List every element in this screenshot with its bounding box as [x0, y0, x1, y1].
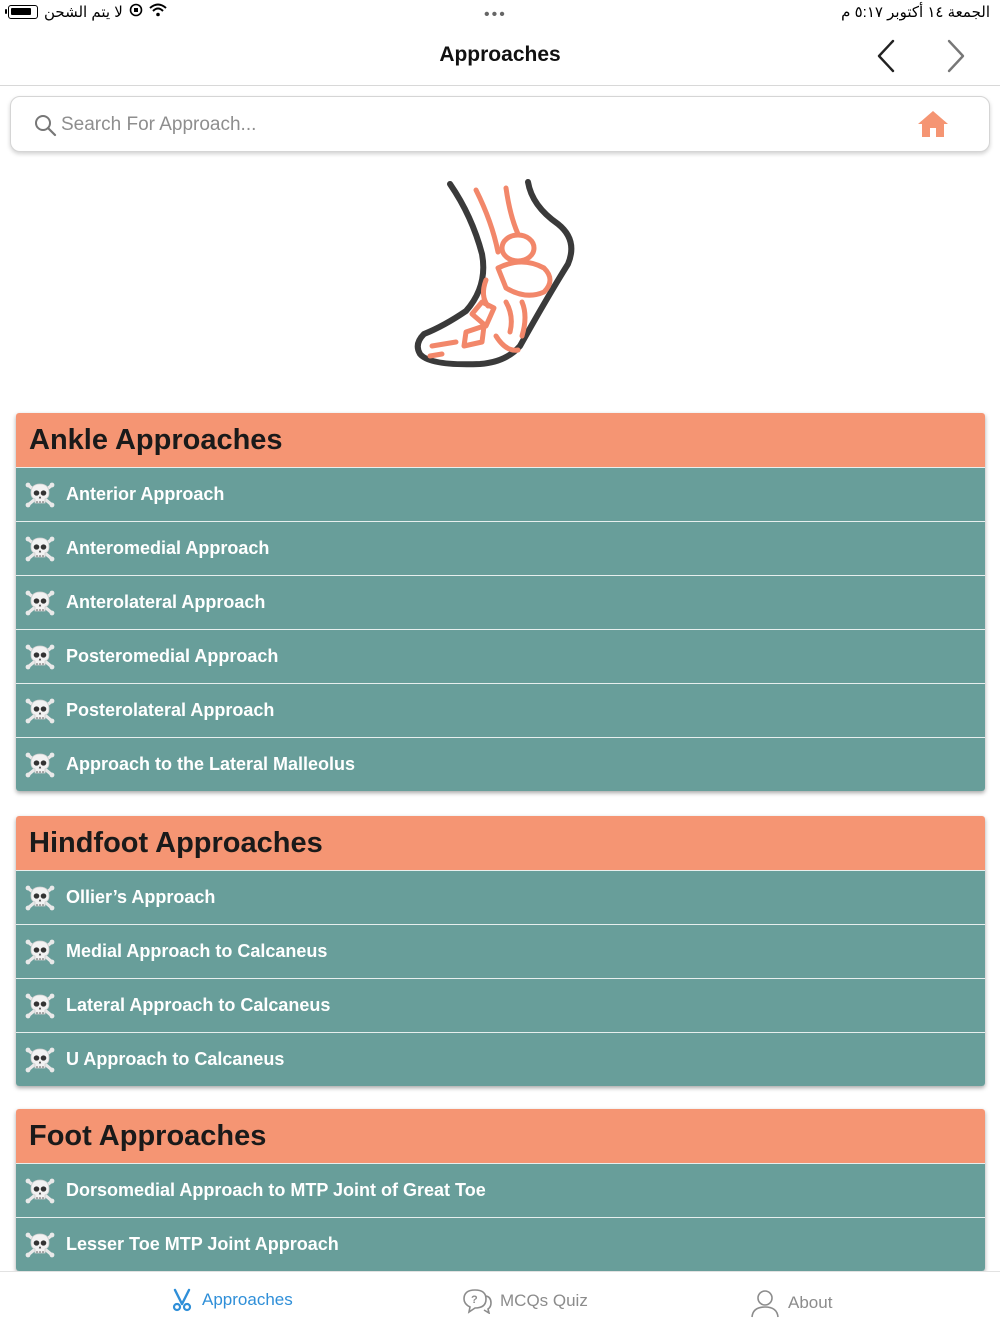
- navigation-bar: [0, 28, 1000, 86]
- svg-text:?: ?: [471, 1294, 478, 1306]
- list-item-label: Dorsomedial Approach to MTP Joint of Great Toe: [66, 1180, 486, 1200]
- foot-skeleton-illustration: [410, 176, 580, 372]
- tab-mcqs-quiz[interactable]: [462, 1288, 588, 1314]
- orientation-lock-icon: [129, 3, 143, 21]
- chevron-right-icon: [945, 39, 967, 73]
- list-item-label: Anteromedial Approach: [66, 538, 270, 558]
- chat-question-icon: [462, 1288, 492, 1314]
- list-item-label: Lateral Approach to Calcaneus: [66, 995, 331, 1015]
- forward-button[interactable]: [936, 36, 976, 76]
- status-left: [8, 3, 167, 21]
- skull-crossbones-icon: [25, 937, 55, 967]
- list-item-label: Anterolateral Approach: [66, 592, 266, 612]
- skull-crossbones-icon: [25, 642, 55, 672]
- skull-crossbones-icon: [25, 588, 55, 618]
- battery-icon: [8, 5, 38, 19]
- scissors-icon: [170, 1288, 194, 1312]
- search-bar: [10, 96, 990, 152]
- search-icon: [33, 113, 57, 137]
- list-item-label: Posteromedial Approach: [66, 646, 279, 666]
- multitasking-dots[interactable]: •••: [484, 6, 507, 23]
- search-input[interactable]: [61, 107, 901, 143]
- section-hindfoot-approaches: [16, 816, 985, 1086]
- list-item-label: Ollier’s Approach: [66, 887, 216, 907]
- home-icon[interactable]: [917, 110, 949, 138]
- section-foot-approaches: [16, 1109, 985, 1271]
- skull-crossbones-icon: [25, 696, 55, 726]
- list-item[interactable]: [16, 737, 985, 791]
- status-bar: [0, 0, 1000, 28]
- charging-status: لا يتم الشحن: [44, 4, 123, 21]
- list-item-label: Approach to the Lateral Malleolus: [66, 754, 356, 774]
- tab-label: Approaches: [202, 1290, 293, 1309]
- tab-about[interactable]: [750, 1288, 832, 1318]
- tab-label: MCQs Quiz: [500, 1291, 588, 1310]
- list-item-label: Anterior Approach: [66, 484, 225, 504]
- skull-crossbones-icon: [25, 534, 55, 564]
- list-item[interactable]: [16, 1163, 985, 1217]
- tab-label: About: [788, 1293, 833, 1312]
- section-header: Ankle Approaches: [16, 413, 985, 467]
- status-date-time: الجمعة ١٤ أكتوبر ٥:١٧ م: [841, 4, 990, 21]
- skull-crossbones-icon: [25, 750, 55, 780]
- list-item[interactable]: [16, 467, 985, 521]
- skull-crossbones-icon: [25, 991, 55, 1021]
- wifi-icon: [149, 3, 167, 21]
- list-item[interactable]: [16, 521, 985, 575]
- list-item-label: U Approach to Calcaneus: [66, 1049, 285, 1069]
- section-header: Hindfoot Approaches: [16, 816, 985, 870]
- skull-crossbones-icon: [25, 1230, 55, 1260]
- section-ankle-approaches: [16, 413, 985, 791]
- list-item-label: Medial Approach to Calcaneus: [66, 941, 328, 961]
- list-item[interactable]: [16, 683, 985, 737]
- list-item[interactable]: [16, 978, 985, 1032]
- back-button[interactable]: [866, 36, 906, 76]
- skull-crossbones-icon: [25, 1176, 55, 1206]
- list-item[interactable]: [16, 870, 985, 924]
- tab-approaches[interactable]: [170, 1288, 293, 1312]
- list-item[interactable]: [16, 1032, 985, 1086]
- section-header: Foot Approaches: [16, 1109, 985, 1163]
- list-item[interactable]: [16, 575, 985, 629]
- skull-crossbones-icon: [25, 480, 55, 510]
- list-item[interactable]: [16, 924, 985, 978]
- skull-crossbones-icon: [25, 1045, 55, 1075]
- list-item[interactable]: [16, 629, 985, 683]
- list-item-label: Lesser Toe MTP Joint Approach: [66, 1234, 339, 1254]
- list-item[interactable]: [16, 1217, 985, 1271]
- page-title: Approaches: [439, 43, 561, 66]
- tab-bar: [0, 1271, 1000, 1334]
- person-icon: [750, 1288, 780, 1318]
- skull-crossbones-icon: [25, 883, 55, 913]
- list-item-label: Posterolateral Approach: [66, 700, 275, 720]
- chevron-left-icon: [875, 39, 897, 73]
